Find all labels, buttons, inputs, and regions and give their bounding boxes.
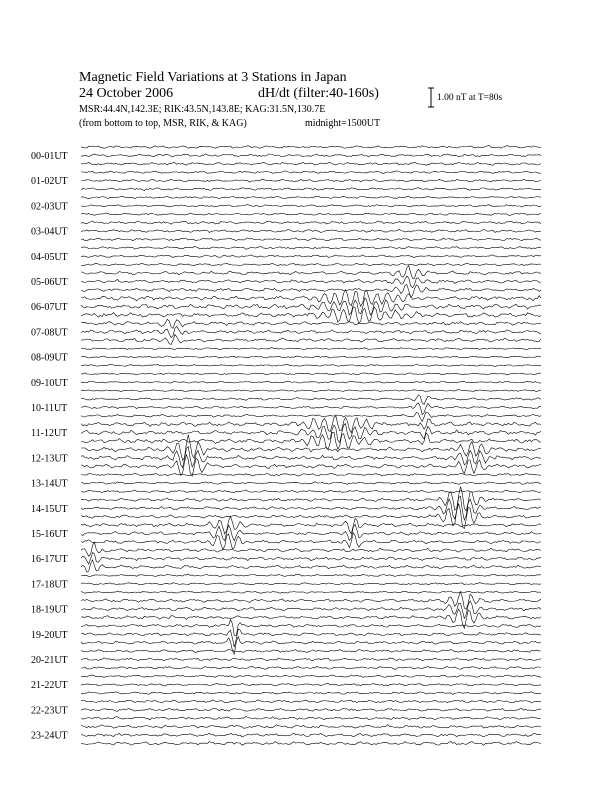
hour-label: 11-12UT	[31, 428, 68, 440]
trace-rik	[81, 601, 541, 619]
trace-msr	[81, 742, 541, 746]
trace-kag	[81, 574, 541, 577]
hour-label: 10-11UT	[31, 403, 68, 414]
hour-label: 18-19UT	[31, 604, 68, 616]
trace-kag	[81, 725, 541, 729]
chart-date: 24 October 2006	[79, 86, 174, 101]
trace-msr	[81, 162, 541, 165]
trace-rik	[81, 629, 541, 647]
trace-rik	[81, 683, 541, 686]
trace-rik	[81, 583, 541, 585]
trace-msr	[81, 238, 541, 241]
station-coordinates: MSR:44.4N,142.3E; RIK:43.5N,143.8E; KAG:31.5N,130.7E	[79, 104, 326, 115]
trace-msr	[81, 717, 541, 720]
midnight-note: midnight=1500UT	[305, 118, 381, 129]
hour-label: 05-06UT	[31, 277, 68, 288]
trace-rik	[81, 326, 541, 337]
trace-kag	[81, 373, 541, 375]
trace-kag	[81, 319, 541, 328]
trace-rik	[81, 403, 541, 415]
hour-label: 02-03UT	[31, 201, 68, 213]
trace-order-note: (from bottom to top, MSR, RIK, & KAG)	[79, 118, 247, 129]
trace-msr	[81, 307, 541, 324]
trace-msr	[81, 432, 541, 449]
hour-label: 13-14UT	[31, 478, 68, 490]
trace-rik	[81, 708, 541, 711]
hour-label: 04-05UT	[31, 251, 68, 263]
trace-kag	[81, 290, 541, 307]
hour-label: 00-01UT	[31, 151, 68, 162]
trace-rik	[81, 524, 541, 540]
hour-label: 20-21UT	[31, 655, 68, 666]
trace-rik	[81, 733, 541, 737]
hour-label: 09-10UT	[31, 377, 68, 389]
trace-kag	[81, 196, 541, 199]
trace-kag	[81, 348, 541, 350]
trace-kag	[81, 649, 541, 652]
hour-label: 15-16UT	[31, 529, 68, 540]
trace-msr	[81, 591, 541, 594]
trace-rik	[81, 179, 541, 182]
trace-rik	[81, 276, 541, 288]
hour-label: 03-04UT	[31, 226, 68, 238]
trace-kag	[81, 266, 541, 279]
hour-label: 21-22UT	[31, 680, 68, 692]
trace-msr	[81, 692, 541, 695]
trace-msr	[81, 284, 541, 297]
hour-label: 23-24UT	[31, 730, 68, 742]
hour-label: 12-13UT	[31, 453, 68, 465]
trace-rik	[81, 154, 541, 157]
trace-kag	[81, 700, 541, 703]
trace-msr	[81, 504, 541, 529]
hour-label: 06-07UT	[31, 302, 68, 314]
chart-title: Magnetic Field Variations at 3 Stations in Japan	[79, 70, 347, 85]
scale-label: 1.00 nT at T=80s	[437, 93, 503, 103]
trace-rik	[81, 482, 541, 485]
hour-label: 07-08UT	[31, 327, 68, 339]
trace-rik	[81, 658, 541, 661]
trace-rik	[81, 205, 541, 208]
trace-rik	[81, 381, 541, 383]
trace-msr	[81, 533, 541, 550]
trace-msr	[81, 188, 541, 191]
trace-msr	[81, 365, 541, 367]
trace-kag	[81, 620, 541, 636]
trace-rik	[81, 298, 541, 315]
trace-msr	[81, 390, 541, 392]
hour-label: 19-20UT	[31, 629, 68, 641]
hour-label: 08-09UT	[31, 352, 68, 364]
trace-rik	[81, 229, 541, 232]
trace-kag	[81, 221, 541, 224]
trace-kag	[81, 171, 541, 173]
trace-msr	[81, 334, 541, 344]
trace-kag	[81, 487, 541, 511]
trace-msr	[81, 213, 541, 216]
trace-kag	[81, 542, 541, 556]
trace-msr	[81, 263, 541, 266]
hour-label: 16-17UT	[31, 554, 68, 566]
hour-label: 17-18UT	[31, 579, 68, 591]
trace-kag	[81, 592, 541, 610]
hour-label: 01-02UT	[31, 176, 68, 188]
trace-kag	[81, 473, 541, 476]
trace-kag	[81, 145, 541, 148]
trace-msr	[81, 560, 541, 572]
hour-label: 14-15UT	[31, 503, 68, 515]
trace-kag	[81, 395, 541, 405]
trace-rik	[81, 496, 541, 520]
trace-msr	[81, 637, 541, 655]
hour-label: 22-23UT	[31, 705, 68, 717]
scale-bar	[428, 88, 434, 107]
trace-kag	[81, 246, 541, 249]
trace-rik	[81, 447, 541, 468]
trace-msr	[81, 412, 541, 422]
trace-rik	[81, 255, 541, 258]
trace-kag	[81, 416, 541, 433]
trace-rik	[81, 356, 541, 358]
trace-kag	[81, 675, 541, 678]
trace-rik	[81, 553, 541, 565]
trace-msr	[81, 666, 541, 669]
chart-quantity: dH/dt (filter:40-160s)	[258, 86, 379, 101]
